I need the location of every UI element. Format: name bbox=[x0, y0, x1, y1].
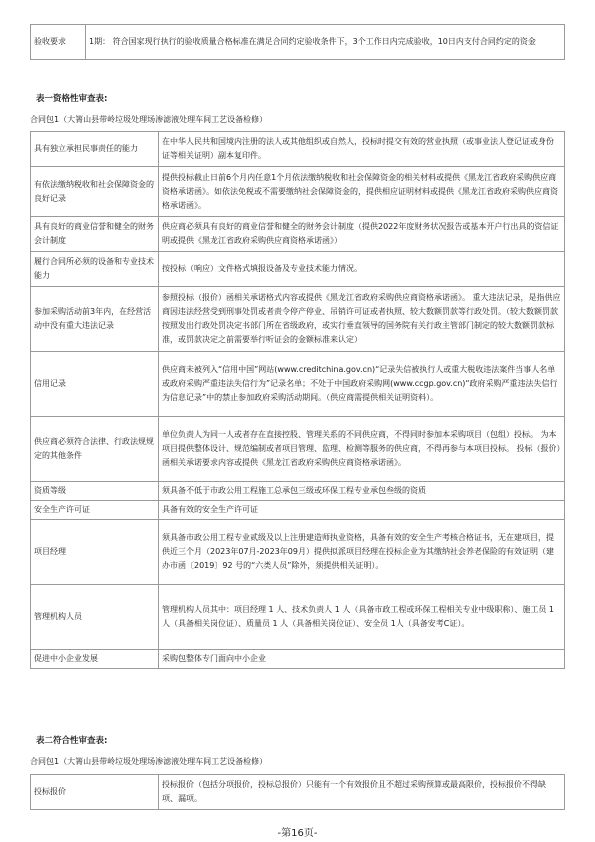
table-row bbox=[31, 650, 565, 669]
row-label: 资质等级 bbox=[31, 482, 159, 501]
row-value: 参照投标（报价）函相关承诺格式内容或提供《黑龙江省政府采购供应商资格承诺函》。 重大违法记录，是指供应商因违法经营受到刑事处罚或者责令停产停业、吊销许可证或者执照、较大数额罚款等行政处罚。（较大数额罚款按照发出行政处罚决定书部门所在省级政府，或实行垂直领导的国务院有关行政主管部门制定的较大数额罚款标准，或罚款决定之前需要举行听证会的金额标准来认定） bbox=[159, 287, 565, 352]
row-value: 具备有效的安全生产许可证 bbox=[159, 501, 565, 520]
table-row bbox=[31, 217, 565, 252]
table-row bbox=[31, 287, 565, 352]
row-label: 项目经理 bbox=[31, 520, 159, 585]
row-value: 单位负责人为同一人或者存在直接控股、管理关系的不同供应商，不得同时参加本采购项目（包组）投标。 为本项目提供整体设计、规范编制或者项目管理、监理、检测等服务的供应商，不得再参与本项目投标。 投标（报价）函相关承诺要求内容或提供《黑龙江省政府采购供应商资格承诺函》。 bbox=[159, 417, 565, 482]
row-value: 提供投标截止日前6个月内任意1个月依法缴纳税收和社会保障资金的相关材料或提供《黑龙江省政府采购供应商资格承诺函》。如依法免税或不需要缴纳社会保障资金的，提供相应证明材料或提供《黑龙江省政府采购供应商资格承诺函》。 bbox=[159, 167, 565, 217]
table-row bbox=[31, 775, 565, 810]
table-row bbox=[31, 501, 565, 520]
row-label: 管理机构人员 bbox=[31, 585, 159, 650]
table-row bbox=[31, 417, 565, 482]
row-label: 参加采购活动前3年内，在经营活动中没有重大违法记录 bbox=[31, 287, 159, 352]
row-label: 具有良好的商业信誉和健全的财务会计制度 bbox=[31, 217, 159, 252]
row-label: 投标报价 bbox=[31, 775, 159, 810]
row-value: 按投标（响应）文件格式填报设备及专业技术能力情况。 bbox=[159, 252, 565, 287]
row-label: 促进中小企业发展 bbox=[31, 650, 159, 669]
section2-package: 合同包1（大箐山县带岭垃圾处理场渗滤液处理车间工艺设备检修） bbox=[30, 757, 268, 766]
row-value: 在中华人民共和国境内注册的法人或其他组织或自然人，投标时提交有效的营业执照（或事业法人登记证或身份证等相关证明）副本复印件。 bbox=[159, 132, 565, 167]
row-value: 供应商未被列入“信用中国”网站(www.creditchina.gov.cn)“记录失信被执行人或重大税收违法案件当事人名单或政府采购严重违法失信行为”记录名单；不处于中国政府采购网(www.ccgp.gov.cn)“政府采购严重违法失信行为信息记录”中的禁止参加政府采购活动期间。（供应商需提供相关证明资料）。 bbox=[159, 352, 565, 417]
table-row bbox=[31, 132, 565, 167]
row-value: 管理机构人员其中：项目经理 1 人、技术负责人 1 人（具备市政工程或环保工程相关专业中级职称）、施工员 1 人（具备相关岗位证）、质量员 1 人（具备相关岗位证）、安全员 1人（具备安考C证）。 bbox=[159, 585, 565, 650]
table-row bbox=[31, 482, 565, 501]
row-value: 采购包整体专门面向中小企业 bbox=[159, 650, 565, 669]
row-label: 有依法缴纳税收和社会保障资金的良好记录 bbox=[31, 167, 159, 217]
row-value: 须具备市政公用工程专业贰级及以上注册建造师执业资格，具备有效的安全生产考核合格证书，无在建项目，提供近三个月（2023年07月-2023年09月）提供拟派项目经理在投标企业为其缴纳社会养老保险的有效证明（建办市函〔2019〕92 号的“六类人员”除外，须提供相关证明）。 bbox=[159, 520, 565, 585]
qualification-table bbox=[30, 131, 565, 669]
page-number: -第16页- bbox=[277, 828, 318, 839]
row-value: 投标报价（包括分项报价，投标总报价）只能有一个有效报价且不超过采购预算或最高限价，投标报价不得缺项、漏项。 bbox=[159, 775, 565, 810]
table-row bbox=[31, 167, 565, 217]
acceptance-label: 验收要求 bbox=[31, 25, 86, 60]
acceptance-table bbox=[30, 24, 565, 60]
row-value: 供应商必须具有良好的商业信誉和健全的财务会计制度（提供2022年度财务状况报告或基本开户行出具的资信证明或提供《黑龙江省政府采购供应商资格承诺函》） bbox=[159, 217, 565, 252]
row-label: 安全生产许可证 bbox=[31, 501, 159, 520]
table-row bbox=[31, 520, 565, 585]
table-row bbox=[31, 352, 565, 417]
conformity-table bbox=[30, 774, 565, 810]
row-value: 须具备不低于市政公用工程施工总承包三级或环保工程专业承包叁级的资质 bbox=[159, 482, 565, 501]
row-label: 供应商必须符合法律、行政法规规定的其他条件 bbox=[31, 417, 159, 482]
row-label: 具有独立承担民事责任的能力 bbox=[31, 132, 159, 167]
table-row bbox=[31, 585, 565, 650]
row-label: 履行合同所必须的设备和专业技术能力 bbox=[31, 252, 159, 287]
table-row bbox=[31, 252, 565, 287]
row-label: 信用记录 bbox=[31, 352, 159, 417]
section1-title: 表一资格性审查表: bbox=[36, 94, 108, 104]
section1-package: 合同包1（大箐山县带岭垃圾处理场渗滤液处理车间工艺设备检修） bbox=[30, 115, 268, 124]
acceptance-row bbox=[31, 25, 565, 60]
acceptance-value: 1期： 符合国家现行执行的验收质量合格标准在满足合同约定验收条件下，3个工作日内完成验收，10日内支付合同约定的资金 bbox=[86, 25, 565, 60]
section2-title: 表二符合性审查表: bbox=[36, 736, 108, 746]
